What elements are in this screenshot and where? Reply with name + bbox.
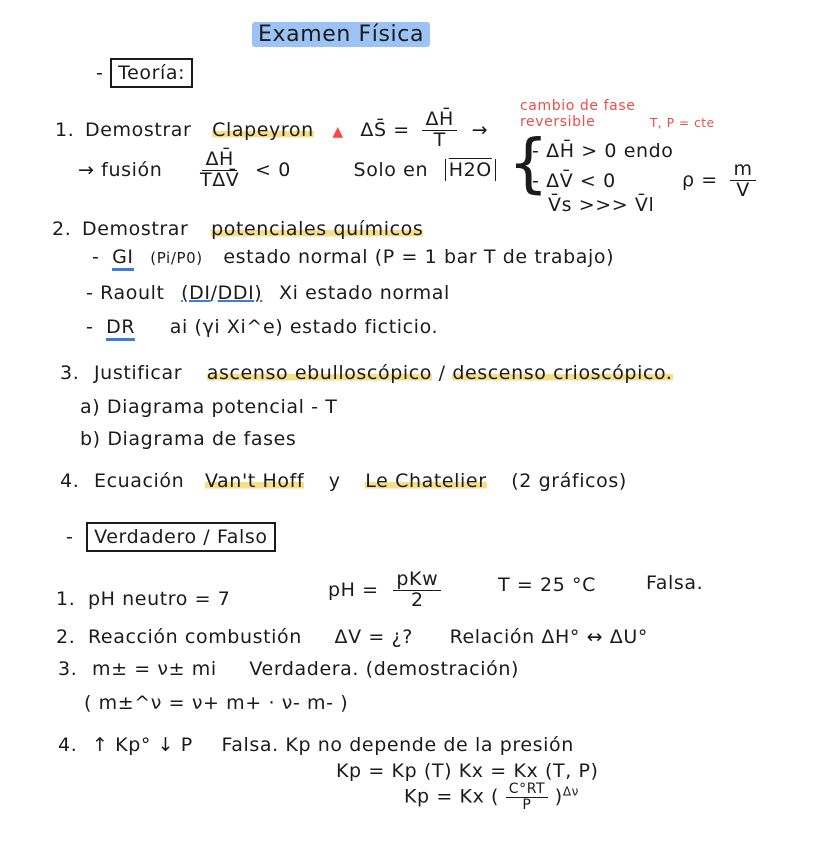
note-constant-tp: T, P = cte (650, 116, 715, 130)
tf-item-3-formula: ( m±^ν = ν+ m+ · ν- m- ) (84, 692, 349, 714)
tf-item-4-line2: Kp = Kp (T) Kx = Kx (T, P) (336, 760, 599, 782)
theory-item-2-raoult: - Raoult (DI/DDI) Xi estado normal (86, 282, 450, 304)
tf-item-1-temp: T = 25 °C (498, 574, 596, 596)
theory-item-3b: b) Diagrama de fases (80, 428, 297, 450)
theory-item-4: 4. Ecuación Van't Hoff y Le Chatelier (2 gráficos) (60, 470, 627, 492)
theory-item-2: 2. Demostrar potenciales químicos (52, 218, 424, 240)
theory-label: Teoría: (110, 58, 193, 88)
brace-symbol: { (508, 127, 549, 201)
note-phase-change: cambio de fase (520, 98, 636, 114)
tf-item-3: 3. m± = ν± mi Verdadera. (demostración) (58, 658, 519, 680)
entropy-fraction: $\frac{\Delta H̄}{T}$ (422, 110, 457, 151)
condition-1: - ΔH̄ > 0 endo (532, 140, 674, 162)
tf-item-1-ph: pH = $\frac{\text{pKw}}{2}$ (328, 570, 441, 611)
page-title: Examen Física (252, 22, 430, 47)
density-formula: ρ = $\frac{m}{V}$ (682, 160, 756, 201)
tf-item-1: 1. pH neutro = 7 (56, 588, 231, 610)
theory-item-3: 3. Justificar ascenso ebulloscópico / descenso crioscópico. (60, 362, 673, 384)
section-truefalse-heading: - Verdadero / Falso (66, 526, 276, 548)
condition-2: - ΔV̄ < 0 (532, 170, 616, 192)
theory-item-3a: a) Diagrama potencial - T (80, 396, 338, 418)
note-reversible: reversible (520, 114, 596, 130)
arrow-right-icon: → (471, 118, 489, 141)
tf-item-1-answer: Falsa. (646, 572, 704, 594)
theory-item-1-fusion: → fusión $\frac{\Delta H̄}{\text{TΔV̄}}$ < 0 Solo en H2O (78, 150, 496, 191)
truefalse-label: Verdadero / Falso (86, 522, 275, 552)
warning-triangle-icon: ▲ (332, 123, 344, 140)
theory-item-1: 1. Demostrar Clapeyron ▲ ΔS̄ = $\frac{\Delta H̄}{T}$ → (55, 108, 489, 151)
tf-item-4: 4. ↑ Kp° ↓ P Falsa. Kp no depende de la presión (58, 734, 574, 756)
theory-item-2-gi: - GI (Pi/P0) estado normal (P = 1 bar T de trabajo) (92, 246, 614, 268)
theory-item-2-dr: - DR ai (γi Xi^e) estado ficticio. (86, 316, 438, 338)
tf-item-2: 2. Reacción combustión ΔV = ¿? Relación ΔH° ↔ ΔU° (56, 626, 648, 648)
section-theory-heading: - Teoría: (96, 62, 193, 84)
condition-3: V̄s >>> V̄l (548, 194, 655, 216)
tf-item-4-line3: Kp = Kx ( $\frac{C^\circ RT}{P}$ )$^{\Delta\nu}$ (404, 781, 579, 813)
